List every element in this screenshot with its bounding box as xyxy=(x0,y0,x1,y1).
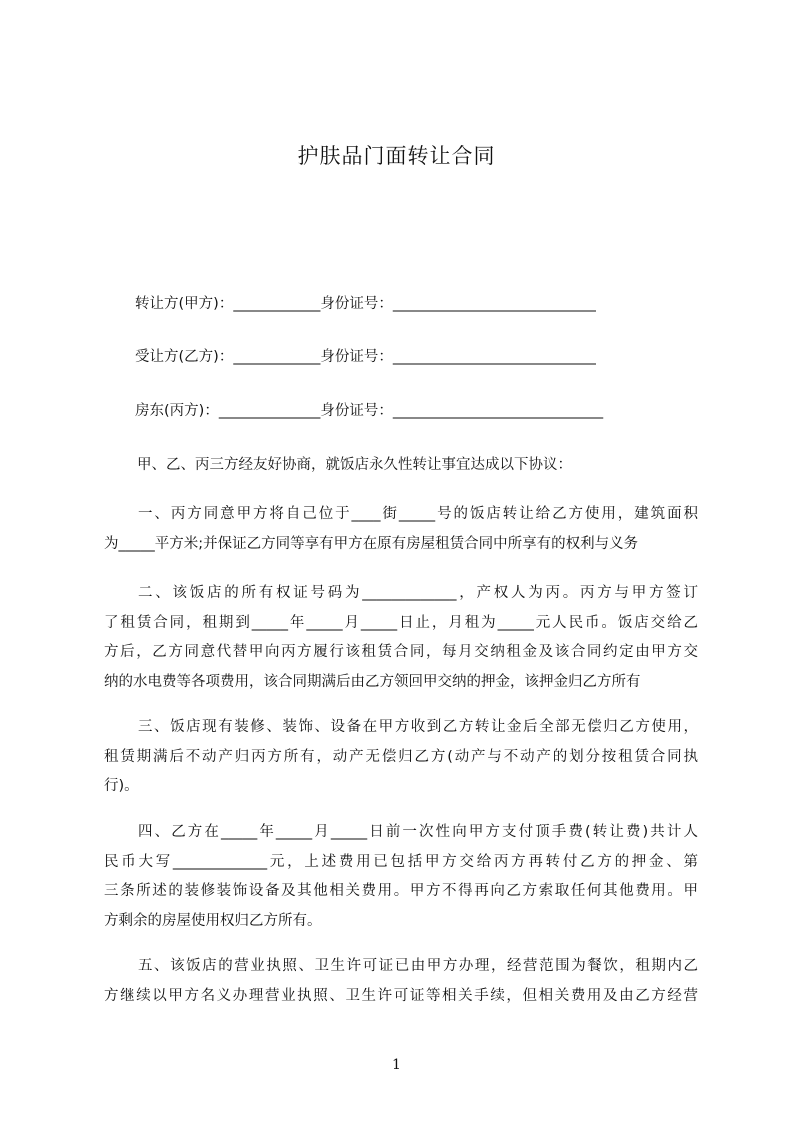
party-transferee-line: 受让方(乙方)：____________身份证号：____________________________ xyxy=(135,349,596,365)
page-number: 1 xyxy=(392,1057,401,1073)
clause-1 xyxy=(104,500,698,559)
document-title: 护肤品门面转让合同 xyxy=(297,144,496,168)
clause-5 xyxy=(104,952,698,1011)
clause-4-line: 方剩余的房屋使用权归乙方所有。 xyxy=(104,912,322,929)
clause-4-line: 民币大写_____________元，上述费用已包括甲方交给丙方再转付乙方的押金、第 xyxy=(104,853,698,870)
clause-5-line: 方继续以甲方名义办理营业执照、卫生许可证等相关手续，但相关费用及由乙方经营 xyxy=(104,987,698,1004)
clause-5-line: 五、该饭店的营业执照、卫生许可证已由甲方办理，经营范围为餐饮，租期内乙 xyxy=(138,958,698,974)
party-landlord-line: 房东(丙方)：______________身份证号：_____________________________ xyxy=(135,403,604,419)
clause-4-line: 四、乙方在_____年_____月_____日前一次性向甲方支付顶手费(转让费)共计人 xyxy=(138,824,698,840)
party-transferor-line: 转让方(甲方)：____________身份证号：____________________________ xyxy=(135,296,596,312)
clause-2-line: 纳的水电费等各项费用，该合同期满后由乙方领回甲交纳的押金，该押金归乙方所有 xyxy=(104,673,641,690)
intro-paragraph: 甲、乙、丙三方经友好协商，就饭店永久性转让事宜达成以下协议： xyxy=(137,457,572,473)
clause-2-line: 方后，乙方同意代替甲向丙方履行该租赁合同，每月交纳租金及该合同约定由甲方交 xyxy=(104,644,698,660)
clause-2 xyxy=(104,579,698,697)
clause-2-line: 二、该饭店的所有权证号码为_____________，产权人为丙。丙方与甲方签订 xyxy=(138,585,698,601)
clause-4-line: 三条所述的装修装饰设备及其他相关费用。甲方不得再向乙方索取任何其他费用。甲 xyxy=(104,883,698,899)
clause-4 xyxy=(104,818,698,936)
clause-3 xyxy=(104,713,698,802)
clause-3-line: 三、饭店现有装修、装饰、设备在甲方收到乙方转让金后全部无偿归乙方使用， xyxy=(138,719,698,735)
clause-1-line: 一、丙方同意甲方将自己位于____街_____号的饭店转让给乙方使用，建筑面积 xyxy=(138,506,698,522)
clause-3-line: 租赁期满后不动产归丙方所有，动产无偿归乙方(动产与不动产的划分按租赁合同执 xyxy=(104,748,698,765)
clause-3-line: 行)。 xyxy=(104,778,139,794)
clause-1-line: 为_____平方米;并保证乙方同等享有甲方在原有房屋租赁合同中所享有的权利与义务 xyxy=(104,535,639,552)
clause-2-line: 了租赁合同，租期到_____年_____月_____日止，月租为_____元人民币。饭店交给乙 xyxy=(104,614,698,631)
